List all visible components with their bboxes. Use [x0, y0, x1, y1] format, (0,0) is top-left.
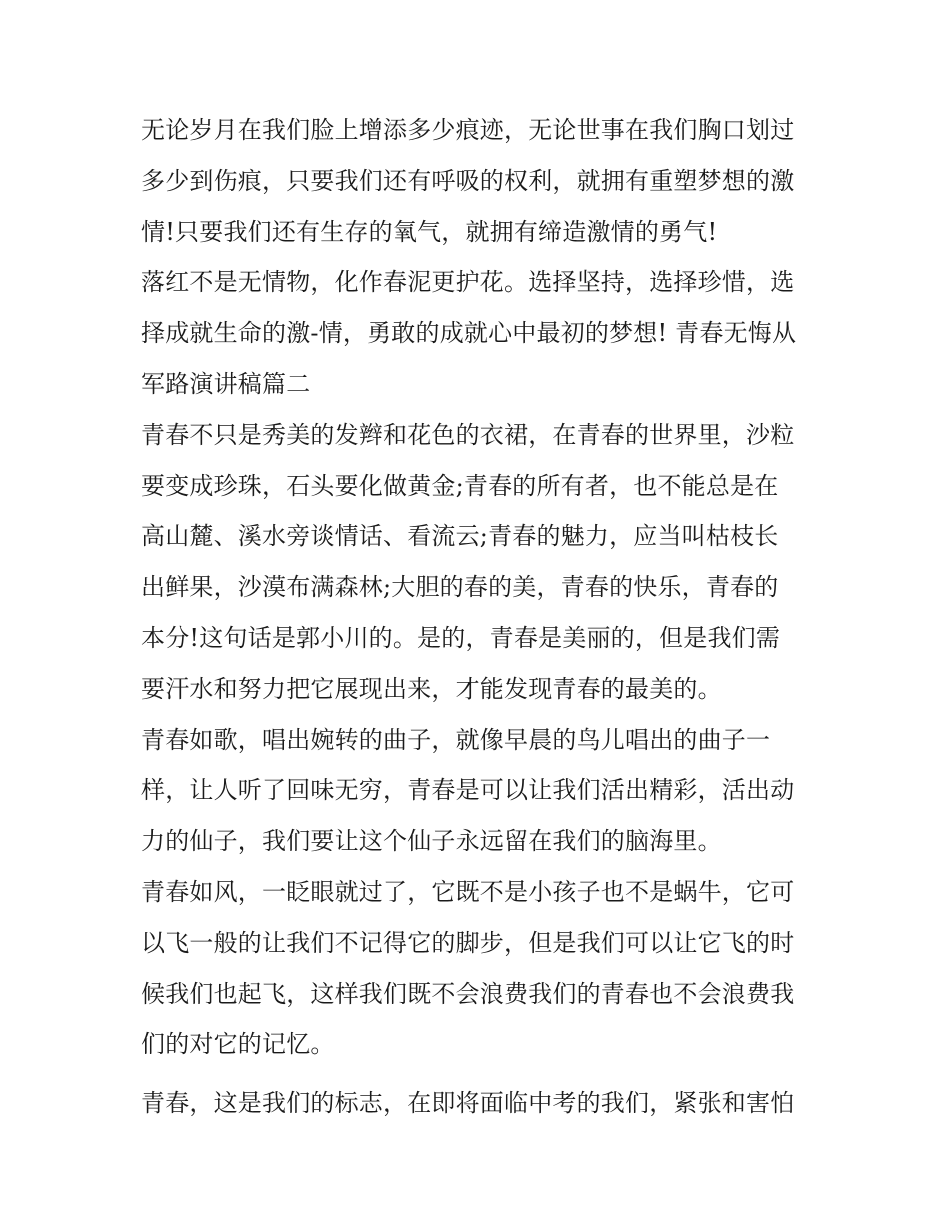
- text-line: 情!只要我们还有生存的氧气，就拥有缔造激情的勇气!: [141, 217, 718, 246]
- text-line: 青春，这是我们的标志，在即将面临中考的我们，紧张和害怕: [141, 1089, 795, 1118]
- text-line: 以飞一般的让我们不记得它的脚步，但是我们可以让它飞的时: [141, 928, 795, 957]
- text-line: 们的对它的记忆。: [141, 1030, 335, 1059]
- text-line: 高山麓、溪水旁谈情话、看流云;青春的魅力，应当叫枯枝长: [141, 522, 779, 551]
- text-line: 无论岁月在我们脸上增添多少痕迹，无论世事在我们胸口划过: [141, 116, 795, 144]
- text-line: 青春如风，一眨眼就过了，它既不是小孩子也不是蜗牛，它可: [141, 877, 795, 906]
- document-body: [141, 105, 821, 1129]
- text-line: 择成就生命的激-情，勇敢的成就心中最初的梦想! 青春无悔从: [141, 319, 797, 348]
- text-line: 多少到伤痕，只要我们还有呼吸的权利，就拥有重塑梦想的激: [141, 166, 795, 195]
- text-line: 落红不是无情物，化作春泥更护花。选择坚持，选择珍惜，选: [141, 268, 795, 297]
- text-line: 要变成珍珠，石头要化做黄金;青春的所有者，也不能总是在: [141, 471, 779, 500]
- section-heading: 军路演讲稿篇二: [141, 369, 311, 398]
- text-line: 出鲜果，沙漠布满森林;大胆的春的美，青春的快乐，青春的: [141, 573, 779, 602]
- text-line: 样，让人听了回味无穷，青春是可以让我们活出精彩，活出动: [141, 776, 795, 805]
- text-line: 本分!这句话是郭小川的。是的，青春是美丽的，但是我们需: [141, 623, 781, 652]
- text-line: 要汗水和努力把它展现出来，才能发现青春的最美的。: [141, 674, 722, 703]
- text-line: 候我们也起飞，这样我们既不会浪费我们的青春也不会浪费我: [141, 979, 795, 1008]
- text-line: 力的仙子，我们要让这个仙子永远留在我们的脑海里。: [141, 827, 722, 856]
- text-line: 青春不只是秀美的发辫和花色的衣裙，在青春的世界里，沙粒: [141, 420, 795, 449]
- text-line: 青春如歌，唱出婉转的曲子，就像早晨的鸟儿唱出的曲子一: [141, 725, 771, 754]
